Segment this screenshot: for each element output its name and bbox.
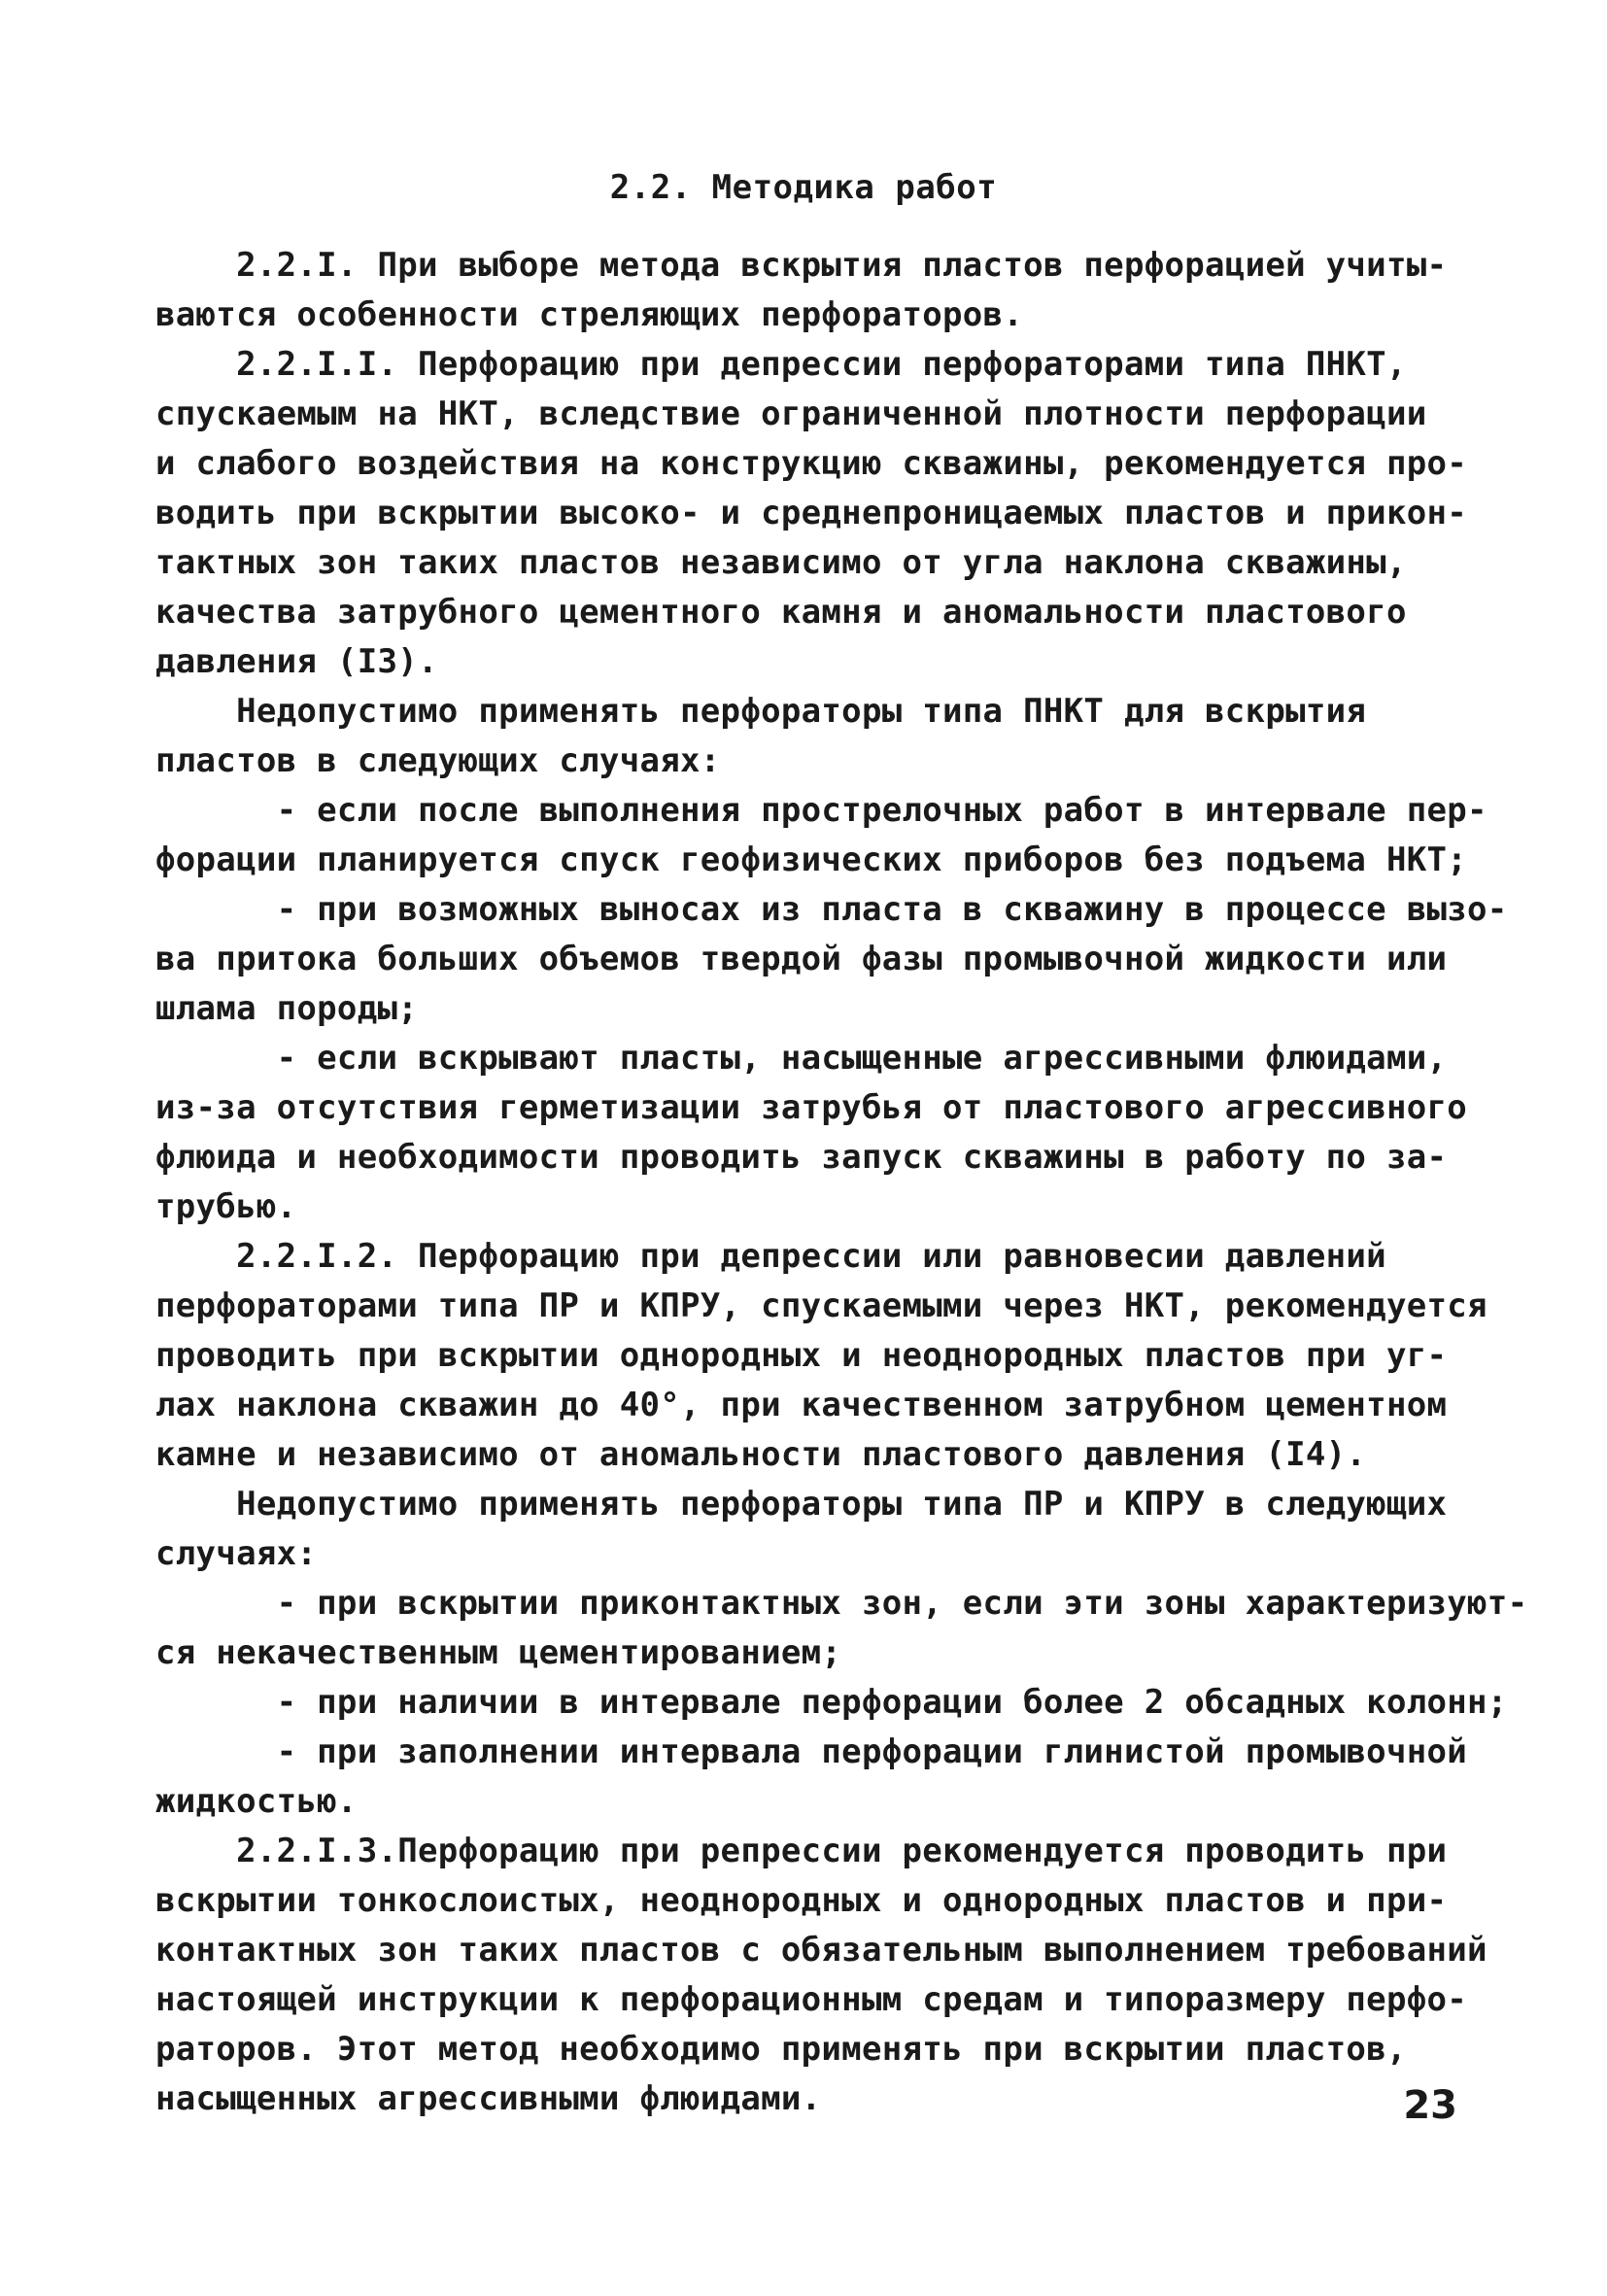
text-line: флюида и необходимости проводить запуск скважины в работу по за- [155,1138,1448,1177]
text-line: и слабого воздействия на конструкцию скважины, рекомендуется про- [155,444,1468,483]
text-line: жидкостью. [155,1782,358,1821]
text-line: - при вскрытии приконтактных зон, если эти зоны характеризуют- [155,1584,1528,1623]
text-line: водить при вскрытии высоко- и среднепроницаемых пластов и прикон- [155,494,1468,532]
document-body [155,241,1528,2124]
text-line: 2.2.I.I. Перфорацию при депрессии перфораторами типа ПНКТ, [155,345,1407,384]
text-line: трубью. [155,1187,297,1226]
text-line: Недопустимо применять перфораторы типа ПНКТ для вскрытия [155,692,1367,731]
text-line: спускаемым на НКТ, вследствие ограниченной плотности перфорации [155,394,1427,433]
text-line: - при возможных выносах из пласта в скважину в процессе вызо- [155,890,1508,929]
text-line: - при заполнении интервала перфорации глинистой промывочной [155,1732,1468,1771]
page-number: 23 [1403,2083,1457,2128]
text-line: вскрытии тонкослоистых, неоднородных и однородных пластов и при- [155,1881,1448,1920]
text-line: контактных зон таких пластов с обязательным выполнением требований [155,1931,1487,1970]
text-line: - если после выполнения прострелочных работ в интервале пер- [155,791,1487,830]
text-line: камне и независимо от аномальности пластового давления (I4). [155,1435,1367,1474]
text-line: шлама породы; [155,989,419,1028]
text-line: ваются особенности стреляющих перфораторов. [155,295,1024,334]
text-line: тактных зон таких пластов независимо от угла наклона скважины, [155,543,1407,582]
text-line: раторов. Этот метод необходимо применять при вскрытии пластов, [155,2030,1407,2069]
text-line: давления (I3). [155,642,438,681]
text-line: из-за отсутствия герметизации затрубья от пластового агрессивного [155,1088,1468,1127]
text-line: 2.2.I. При выборе метода вскрытия пластов перфорацией учиты- [155,246,1448,285]
text-line: проводить при вскрытии однородных и неоднородных пластов при уг- [155,1336,1448,1375]
text-line: перфораторами типа ПР и КПРУ, спускаемыми через НКТ, рекомендуется [155,1286,1487,1325]
section-heading: 2.2. Методика работ [609,168,998,207]
text-line: ва притока больших объемов твердой фазы промывочной жидкости или [155,940,1448,978]
text-line: Недопустимо применять перфораторы типа ПР и КПРУ в следующих [155,1485,1448,1524]
text-line: насыщенных агрессивными флюидами. [155,2079,822,2118]
text-line: - при наличии в интервале перфорации более 2 обсадных колонн; [155,1683,1508,1722]
text-line: - если вскрывают пласты, насыщенные агрессивными флюидами, [155,1039,1448,1078]
text-line: качества затрубного цементного камня и аномальности пластового [155,593,1407,632]
text-line: 2.2.I.2. Перфорацию при депрессии или равновесии давлений [155,1237,1386,1276]
text-line: пластов в следующих случаях: [155,741,721,780]
text-line: настоящей инструкции к перфорационным средам и типоразмеру перфо- [155,1980,1468,2019]
text-line: лах наклона скважин до 40°, при качественном затрубном цементном [155,1386,1448,1424]
text-line: случаях: [155,1534,318,1573]
text-line: ся некачественным цементированием; [155,1633,842,1672]
text-line: форации планируется спуск геофизических приборов без подъема НКТ; [155,840,1468,879]
text-line: 2.2.I.3.Перфорацию при репрессии рекомендуется проводить при [155,1832,1448,1870]
